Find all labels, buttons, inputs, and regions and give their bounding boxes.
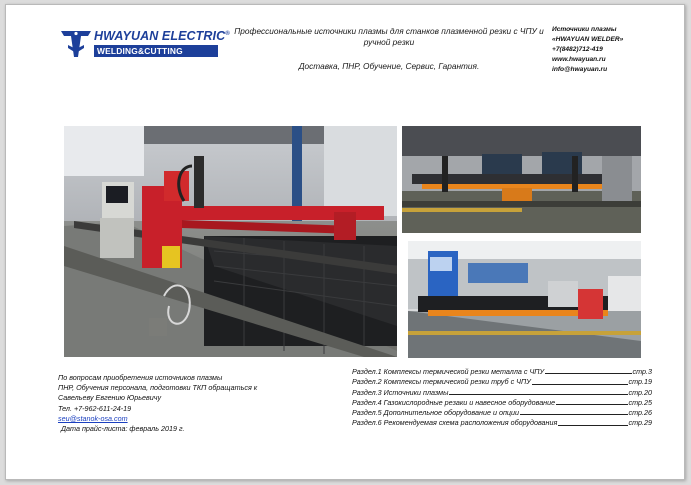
toc-entry-label: Раздел.2 Комплексы термической резки труб с ЧПУ: [352, 377, 531, 387]
toc-leader-line: [532, 377, 628, 384]
contact-person: Савельеву Евгению Юрьевичу: [58, 393, 162, 403]
contacts-line: Источники плазмы: [552, 26, 617, 33]
toc-entry[interactable]: [352, 377, 652, 387]
contacts-phone: +7(8482)712-419: [552, 46, 603, 53]
toc-entry[interactable]: [352, 398, 652, 408]
toc-entry[interactable]: [352, 388, 652, 398]
document-page: [5, 4, 685, 480]
toc-entry[interactable]: [352, 418, 652, 428]
toc-entry-page: стр.19: [628, 377, 652, 387]
inquiry-line: ПНР, Обучения персонала, подготовки ТКП обращаться к: [58, 383, 258, 393]
toc-entry-label: Раздел.3 Источники плазмы: [352, 387, 449, 397]
document-title: Профессиональные источники плазмы для станков плазменной резки с ЧПУ и ручной резки: [234, 26, 544, 47]
services-line: Доставка, ПНР, Обучение, Сервис, Гарантия.: [298, 61, 480, 71]
toc-entry-page: стр.3: [632, 367, 652, 376]
toc-entry-label: Раздел.6 Рекомендуемая схема расположения оборудования: [352, 418, 558, 428]
photo-factory-floor-machines: [402, 126, 641, 233]
logo-tagline: WELDING&CUTTING: [94, 45, 218, 57]
hwayuan-emblem-icon: [59, 27, 93, 61]
toc-entry-page: стр.25: [628, 397, 652, 407]
toc-entry-page: стр.20: [628, 387, 652, 397]
toc-entry-label: Раздел.5 Дополнительное оборудование и опции: [352, 408, 520, 418]
toc-entry-page: стр.29: [628, 418, 652, 428]
contact-email-link[interactable]: seu@stanok-osa.com: [58, 413, 128, 423]
photo-cnc-gantry-machine: [64, 126, 397, 357]
inquiry-contact-block: [58, 373, 348, 434]
toc-entry[interactable]: [352, 408, 652, 418]
toc-leader-line: [449, 388, 627, 395]
toc-entry-label: Раздел.1 Комплексы термической резки металла с ЧПУ: [352, 367, 545, 376]
photo-workshop-blue-machines: [408, 241, 641, 358]
inquiry-line: По вопросам приобретения источников плазмы: [58, 373, 223, 382]
toc-entry-page: стр.26: [628, 408, 652, 418]
table-of-contents: [352, 367, 652, 429]
contacts-website: www.hwayuan.ru: [552, 56, 606, 63]
contacts-line: «HWAYUAN WELDER»: [552, 36, 624, 43]
contacts-email: info@hwayuan.ru: [552, 66, 608, 73]
toc-entry[interactable]: [352, 367, 652, 377]
toc-leader-line: [545, 367, 631, 374]
toc-leader-line: [520, 408, 627, 415]
company-logo: [59, 27, 230, 63]
toc-leader-line: [556, 398, 627, 405]
contact-phone: Тел. +7-962-611-24-19: [58, 403, 132, 413]
toc-entry-label: Раздел.4 Газокислородные резаки и навесное оборудование: [352, 397, 556, 407]
contacts-block: [552, 25, 682, 75]
price-list-date: Дата прайс-листа: февраль 2019 г.: [61, 424, 185, 434]
toc-leader-line: [558, 418, 627, 425]
logo-brand-name: HWAYUAN ELECTRIC®: [94, 29, 230, 43]
